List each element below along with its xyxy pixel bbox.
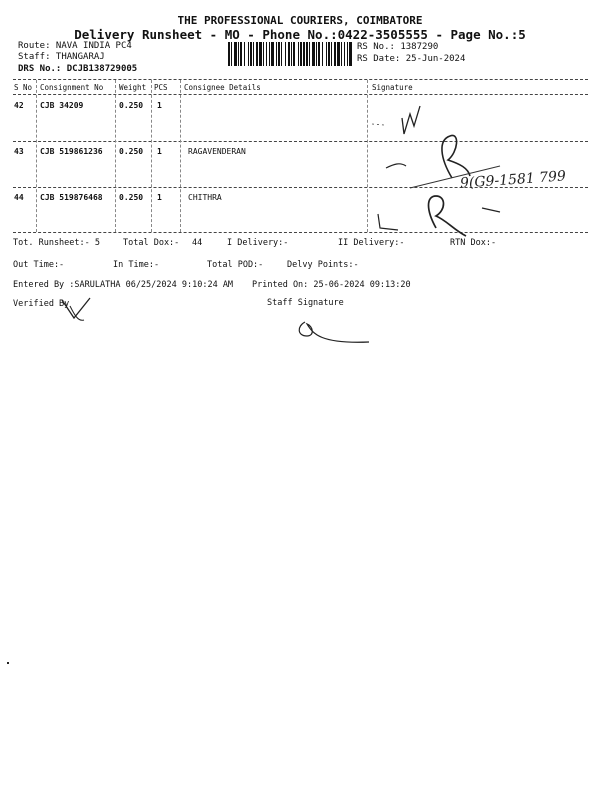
barcode: [228, 42, 354, 66]
column-divider: [180, 80, 181, 232]
rs-date: RS Date: 25-Jun-2024: [357, 54, 466, 64]
printed-on: Printed On: 25-06-2024 09:13:20: [252, 280, 411, 290]
out-time: Out Time:-: [13, 260, 65, 270]
verified-by: Verified By: [13, 299, 70, 309]
signature-mark-row-44: [370, 188, 510, 238]
staff-signature-label: Staff Signature: [267, 298, 344, 308]
staff-signature-mark: [295, 318, 375, 348]
row-consignment: CJB 519861236: [40, 147, 103, 156]
route-text: Route: NAVA INDIA PC4: [18, 41, 132, 51]
row-sno: 43: [14, 147, 24, 156]
row-sno: 44: [14, 193, 24, 202]
ii-delivery: II Delivery:-: [338, 238, 405, 248]
row-weight: 0.250: [119, 193, 144, 202]
column-header-consignment: Consignment No: [40, 83, 104, 92]
row-pcs: 1: [157, 193, 162, 202]
runsheet-title: Delivery Runsheet - MO - Phone No.:0422-3505555 - Page No.:5: [74, 27, 526, 42]
tot-runsheet: Tot. Runsheet:- 5: [13, 238, 100, 248]
table-header-rule: [13, 94, 588, 95]
column-divider: [151, 80, 152, 232]
column-divider: [367, 80, 368, 232]
column-divider: [115, 80, 116, 232]
total-dox-label: Total Dox:-: [123, 238, 180, 248]
drs-number: DRS No.: DCJB138729005: [18, 64, 138, 74]
delvy-points: Delvy Points:-: [287, 260, 359, 270]
entered-by: Entered By :SARULATHA 06/25/2024 9:10:24 AM: [13, 280, 234, 290]
row-pcs: 1: [157, 101, 162, 110]
staff-text: Staff: THANGARAJ: [18, 52, 105, 62]
rs-number: RS No.: 1387290: [357, 42, 439, 52]
row-sno: 42: [14, 101, 24, 110]
row-weight: 0.250: [119, 101, 144, 110]
total-pod: Total POD:-: [207, 260, 264, 270]
column-divider: [36, 80, 37, 232]
handwritten-phone-note: 9(G9-1581 799: [459, 168, 567, 192]
table-top-rule: [13, 79, 588, 80]
verified-by-signature: [60, 296, 100, 326]
column-header-pcs: PCS: [154, 83, 168, 92]
row-weight: 0.250: [119, 147, 144, 156]
column-header-consignee: Consignee Details: [184, 83, 261, 92]
i-delivery: I Delivery:-: [227, 238, 289, 248]
row-consignment: CJB 34209: [40, 101, 84, 110]
row-consignee: CHITHRA: [188, 193, 222, 202]
column-header-weight: Weight: [119, 83, 147, 92]
column-header-signature: Signature: [372, 83, 413, 92]
scan-speck: [7, 662, 9, 664]
column-header-sno: S No: [14, 83, 33, 92]
row-pcs: 1: [157, 147, 162, 156]
total-dox-value: 44: [192, 238, 203, 248]
company-title: THE PROFESSIONAL COURIERS, COIMBATORE: [177, 14, 423, 27]
rtn-dox: RTN Dox:-: [450, 238, 497, 248]
in-time: In Time:-: [113, 260, 160, 270]
row-consignment: CJB 519876468: [40, 193, 103, 202]
row-consignee: RAGAVENDERAN: [188, 147, 246, 156]
